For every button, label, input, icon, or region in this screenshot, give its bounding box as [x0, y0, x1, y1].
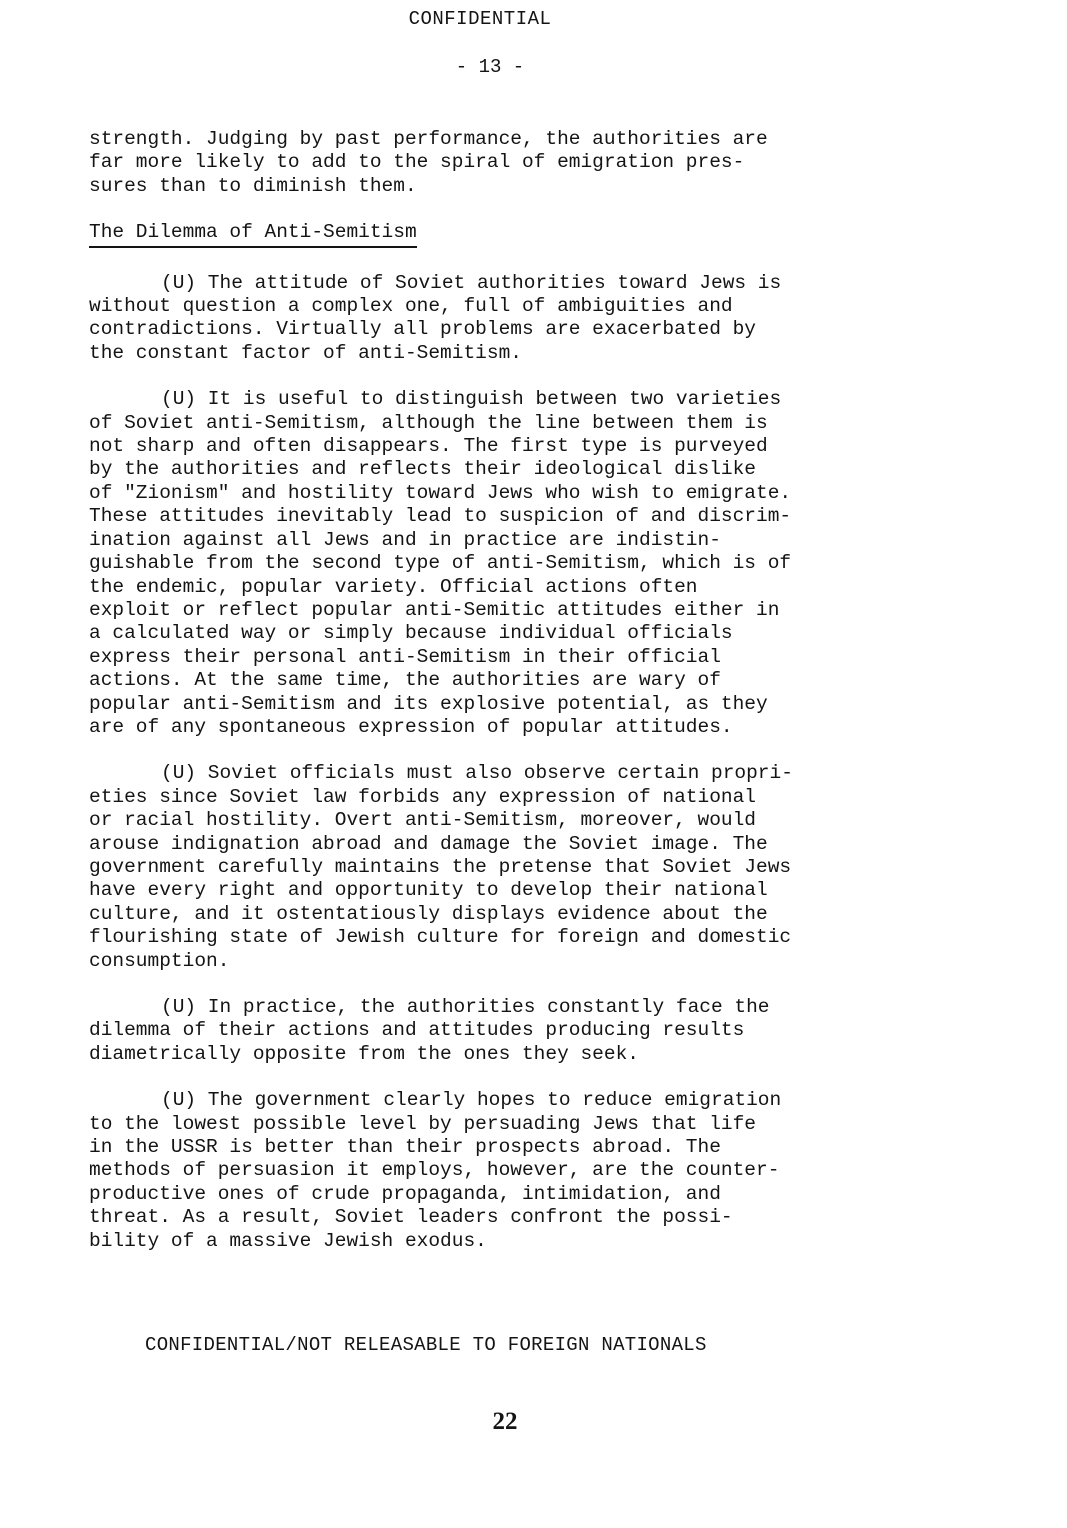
paragraph-attitude: (U) The attitude of Soviet authorities toward Jews is without question a complex one, full of ambiguities and contradictions. Virtually all problems are exacerbated by the constant factor of anti-Semitism. [89, 271, 782, 364]
internal-page-number: - 13 - [455, 56, 525, 78]
continuation-paragraph: strength. Judging by past performance, the authorities are far more likely to add to the spiral of emigration pres- sures than to diminish them. [89, 128, 768, 197]
paragraph-dilemma: (U) In practice, the authorities constantly face the dilemma of their actions and attitudes producing results diametrically opposite from the ones they seek. [89, 996, 770, 1065]
bottom-classification-marking: CONFIDENTIAL/NOT RELEASABLE TO FOREIGN NATIONALS [145, 1334, 707, 1356]
body-text [89, 128, 949, 1276]
paragraph-emigration: (U) The government clearly hopes to reduce emigration to the lowest possible level by persuading Jews that life in the USSR is better than their prospects abroad. The methods of persuasion it employs, however, are the counter- productive ones of crude propaganda, intimidation, and threat. As a result, Soviet leaders confront the possi- bility of a massive Jewish exodus. [89, 1089, 782, 1252]
paragraph-two-varieties: (U) It is useful to distinguish between two varieties of Soviet anti-Semitism, although the line between them is not sharp and often disappears. The first type is purveyed by the authorities and reflects their ideological dislike of "Zionism" and hostility toward Jews who wish to emigrate. These attitudes inevitably lead to suspicion of and discrim- ination against all Jews and in practice are indistin- guishable from the second type of anti-Semitism, which is of the endemic, popular variety. Official actions often exploit or reflect popular anti-Semitic attitudes either in a calculated way or simply because individual officials express their personal anti-Semitism in their official actions. At the same time, the authorities are wary of popular anti-Semitism and its explosive potential, as they are of any spontaneous expression of popular attitudes. [89, 388, 792, 738]
folio-page-number: 22 [492, 1408, 518, 1435]
top-classification-marking: CONFIDENTIAL [408, 8, 552, 30]
paragraph-proprieties: (U) Soviet officials must also observe certain propri- eties since Soviet law forbids any expression of national or racial hostility. Overt anti-Semitism, moreover, would arouse indignation abroad and damage the Soviet image. The government carefully maintains the pretense that Soviet Jews have every right and opportunity to develop their national culture, and it ostentatiously displays evidence about the flourishing state of Jewish culture for foreign and domestic consumption. [89, 762, 793, 972]
section-heading: The Dilemma of Anti-Semitism [89, 221, 417, 247]
